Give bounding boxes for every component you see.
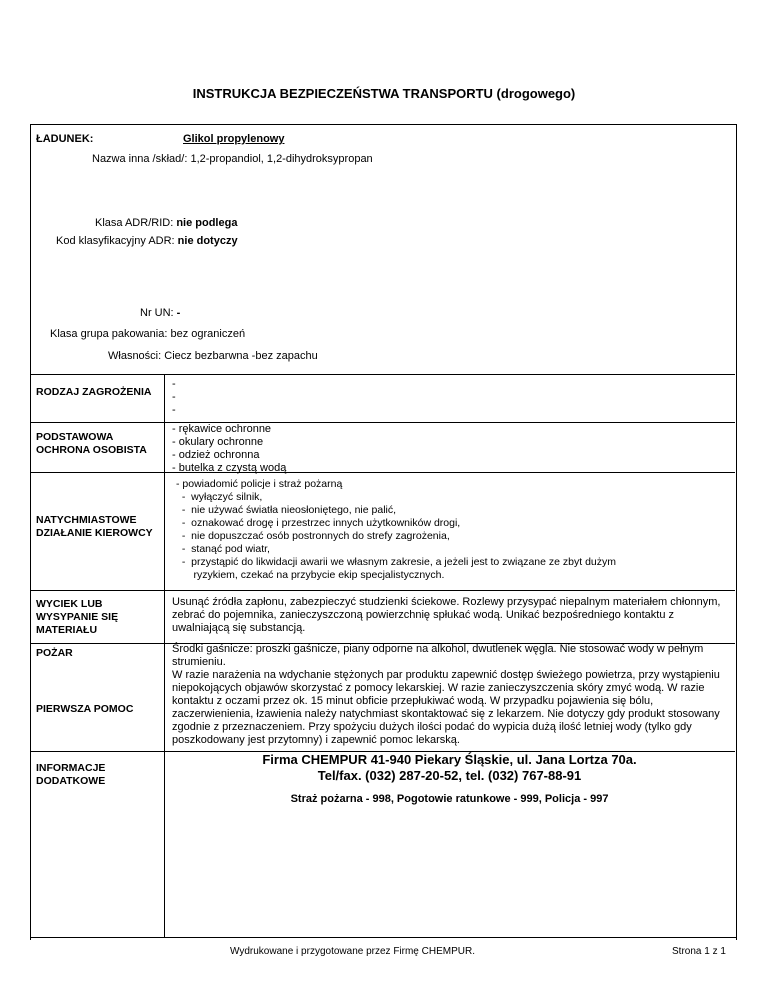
- firm-phone: Tel/fax. (032) 287-20-52, tel. (032) 767-88-91: [317, 768, 582, 783]
- row-divider: [30, 590, 735, 591]
- list-item: ryzykiem, czekać na przybycie ekip specjalistycznych.: [176, 569, 445, 581]
- driver-action-list: [176, 478, 731, 582]
- protection-list: [172, 423, 727, 475]
- first-aid-label: PIERWSZA POMOC: [36, 703, 134, 715]
- hazard-list: [172, 378, 727, 417]
- table-top-line: [30, 374, 735, 375]
- un-line: [140, 307, 180, 319]
- footer-printed-by: Wydrukowane i przygotowane przez Firmę CHEMPUR.: [230, 946, 475, 957]
- list-item: -: [172, 391, 176, 403]
- adr-class-value: nie podlega: [176, 217, 238, 229]
- list-item: - rękawice ochronne: [172, 423, 272, 435]
- un-label: Nr UN:: [140, 307, 174, 319]
- list-item: - przystąpić do likwidacji awarii we własnym zakresie, a jeżeli jest to związane ze zbyt dużym: [176, 556, 616, 568]
- cargo-label: ŁADUNEK:: [36, 133, 94, 145]
- adr-code-line: [56, 235, 238, 247]
- spill-label: WYCIEK LUB WYSYPANIE SIĘ MATERIAŁU: [36, 598, 119, 636]
- packing-group-value: bez ograniczeń: [170, 328, 246, 340]
- list-item: - oznakować drogę i przestrzec innych użytkowników drogi,: [176, 517, 461, 529]
- list-item: - powiadomić policje i straż pożarną: [176, 478, 343, 490]
- cargo-name: Glikol propylenowy: [183, 133, 285, 145]
- packing-group-line: [50, 328, 245, 340]
- list-item: - stanąć pod wiatr,: [176, 543, 270, 555]
- first-aid-text: W razie narażenia na wdychanie stężonych par produktu zapewnić dostęp świeżego powietrza, przy wystąpieniu niepokojących objawów skorzystać z pomocy lekarskiej. W razie zanieczyszczenia skóry zmyć wodą. W razie kontaktu z oczami przez ok. 15 minut obficie przepłukiwać wodą. W przypadku pojawienia się bólu, zaczerwienienia, łzawienia należy natychmiast skontaktować się z lekarzem. Nie dotyczy gdy produkt stosowany zgodnie z przeznaczeniem. Przy spożyciu dużych ilości podać do wypicia dużą ilość letniej wody (tylko gdy poszkodowany jest przytomny) i zapewnić pomoc lekarską.: [172, 669, 720, 746]
- other-name-value: 1,2-propandiol, 1,2-dihydroksypropan: [190, 153, 373, 165]
- additional-label: INFORMACJE DODATKOWE: [36, 762, 106, 787]
- other-name-line: [92, 153, 373, 165]
- list-item: - wyłączyć silnik,: [176, 491, 263, 503]
- properties-line: [108, 350, 318, 362]
- list-item: - butelka z czystą wodą: [172, 462, 287, 474]
- fire-text: Środki gaśnicze: proszki gaśnicze, piany odporne na alkohol, dwutlenek węgla. Nie stosować wody w pełnym strumieniu.: [172, 643, 704, 668]
- spill-text: Usunąć źródła zapłonu, zabezpieczyć studzienki ściekowe. Rozlewy przysypać niepalnym materiałem chłonnym, zebrać do pojemnika, zanieczyszczoną powierzchnię spłukać wodą. Unikać bezpośredniego kontaktu z uwalniającą się substancją.: [172, 596, 721, 634]
- adr-code-value: nie dotyczy: [177, 235, 238, 247]
- list-item: - nie dopuszczać osób postronnych do strefy zagrożenia,: [176, 530, 450, 542]
- list-item: - odzież ochronna: [172, 449, 260, 461]
- protection-label: PODSTAWOWA OCHRONA OSOBISTA: [36, 431, 147, 456]
- emergency-numbers: Straż pożarna - 998, Pogotowie ratunkowe - 999, Policja - 997: [290, 793, 609, 805]
- adr-class-label: Klasa ADR/RID:: [95, 217, 174, 229]
- un-value: -: [176, 307, 181, 319]
- list-item: -: [172, 404, 176, 416]
- list-item: - nie używać światła nieosłoniętego, nie palić,: [176, 504, 397, 516]
- firm-address: Firma CHEMPUR 41-940 Piekary Śląskie, ul. Jana Lortza 70a.: [262, 752, 637, 767]
- footer-divider: [30, 937, 736, 938]
- packing-group-label: Klasa grupa pakowania:: [50, 328, 168, 340]
- other-name-label: Nazwa inna /skład/:: [92, 153, 188, 165]
- list-item: - okulary ochronne: [172, 436, 264, 448]
- table-column-divider: [164, 374, 165, 937]
- properties-label: Własności:: [108, 350, 162, 362]
- list-item: -: [172, 378, 176, 390]
- page-title: INSTRUKCJA BEZPIECZEŃSTWA TRANSPORTU (drogowego): [192, 86, 576, 101]
- fire-label: POŻAR: [36, 647, 73, 659]
- adr-class-line: [95, 217, 237, 229]
- properties-value: Ciecz bezbarwna -bez zapachu: [164, 350, 318, 362]
- hazard-label: RODZAJ ZAGROŻENIA: [36, 386, 152, 398]
- page-number: Strona 1 z 1: [672, 946, 726, 957]
- driver-action-label: NATYCHMIASTOWE DZIAŁANIE KIEROWCY: [36, 514, 153, 539]
- adr-code-label: Kod klasyfikacyjny ADR:: [56, 235, 175, 247]
